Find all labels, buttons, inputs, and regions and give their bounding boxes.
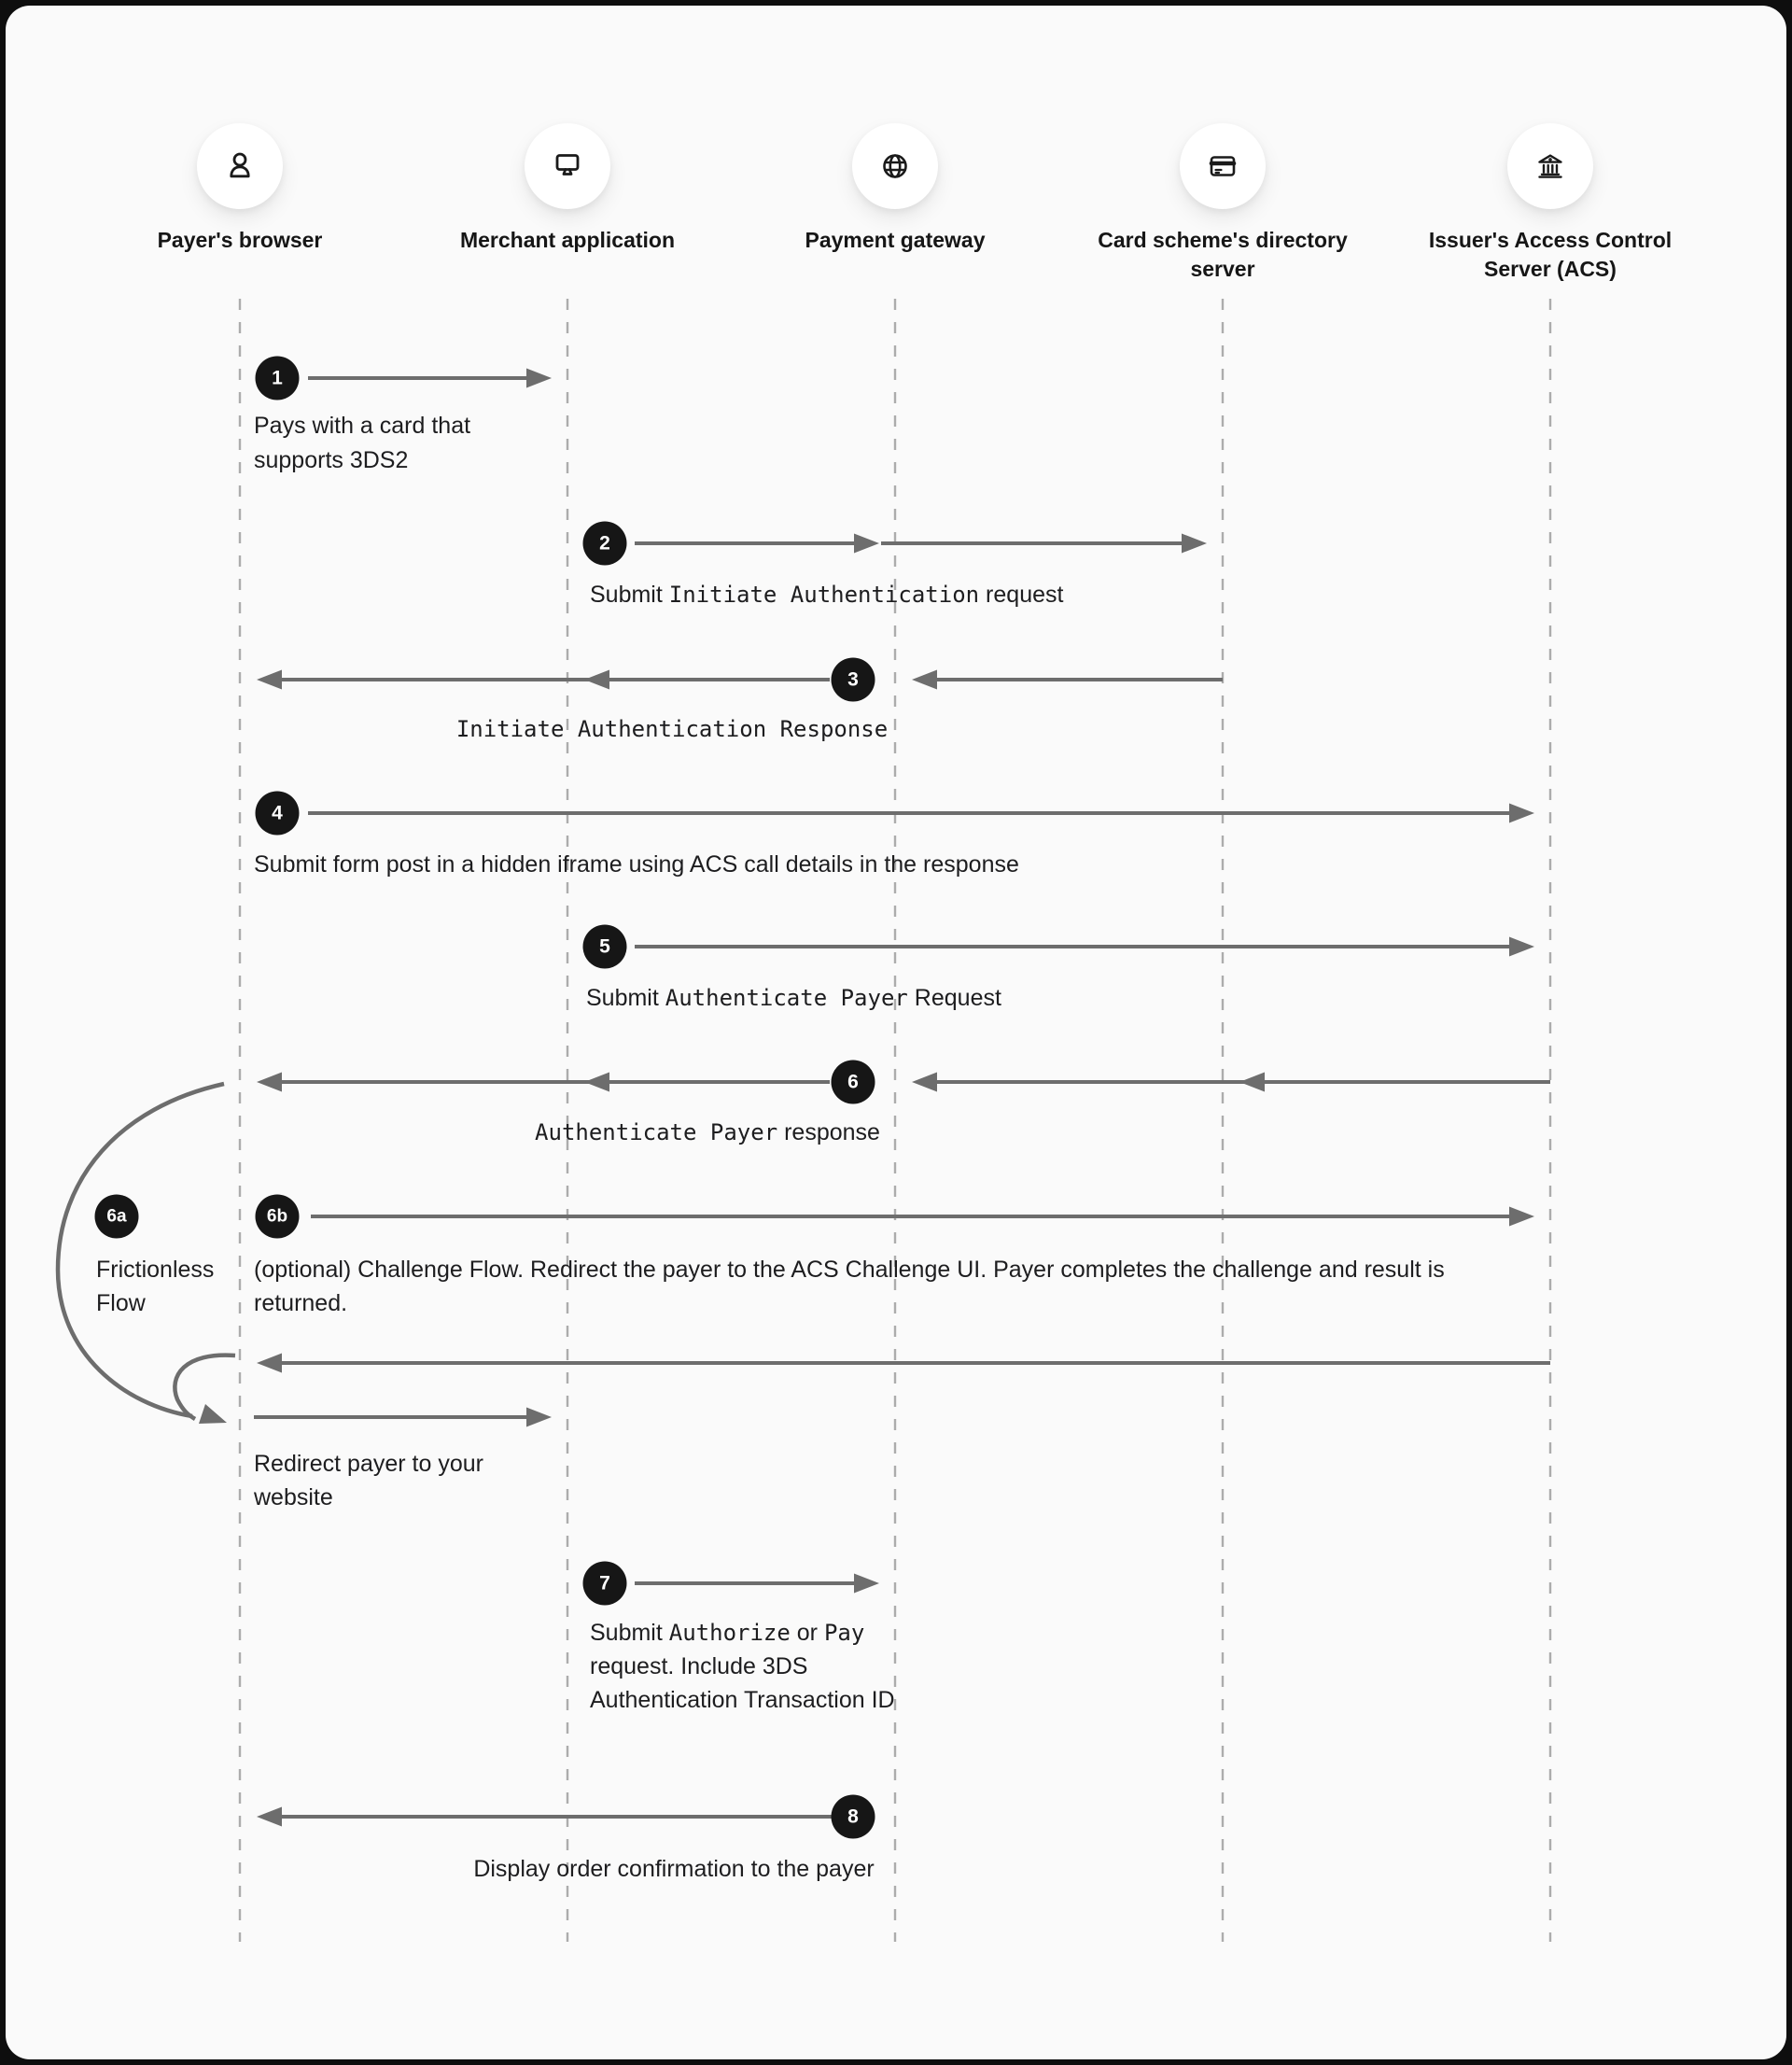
step5-label-code: Authenticate Payer xyxy=(665,985,908,1011)
arrow-step3 xyxy=(257,670,1223,690)
step-badge-3: 3 xyxy=(832,658,875,702)
actor-directory-server xyxy=(1083,123,1363,284)
actor-label: Merchant application xyxy=(459,228,676,252)
credit-card-icon xyxy=(1180,123,1266,209)
redirect-label: Redirect payer to your website xyxy=(254,1451,483,1510)
arrow-step6b xyxy=(311,1207,1534,1227)
step7-label-post: request. Include 3DS Authentication Transaction ID xyxy=(590,1653,895,1713)
step5-label xyxy=(586,981,1001,1015)
step-badge-8: 8 xyxy=(832,1795,875,1839)
arrow-step4 xyxy=(308,804,1534,823)
arrow-step1 xyxy=(308,369,552,388)
arrow-step6 xyxy=(257,1073,1550,1092)
monitor-icon xyxy=(525,123,610,209)
actor-label: Issuer's Access Control Server (ACS) xyxy=(1428,228,1673,281)
step4-label: Submit form post in a hidden iframe using ACS call details in the response xyxy=(254,851,1019,878)
step-badge-6b: 6b xyxy=(256,1195,300,1239)
step-badge-4: 4 xyxy=(256,792,300,836)
step-badge-6: 6 xyxy=(832,1061,875,1104)
step7-label-code2: Pay xyxy=(823,1620,865,1646)
step-badge-1: 1 xyxy=(256,357,300,400)
arrow-redirect xyxy=(254,1408,552,1427)
step6b-label: (optional) Challenge Flow. Redirect the payer to the ACS Challenge UI. Payer completes the challenge and result is returned. xyxy=(254,1257,1445,1316)
step3-label: Initiate Authentication Response xyxy=(455,716,889,742)
step1-label: Pays with a card that supports 3DS2 xyxy=(254,413,471,473)
actor-label: Card scheme's directory server xyxy=(1098,228,1348,281)
actor-acs xyxy=(1410,123,1690,284)
step6-label-code: Authenticate Payer xyxy=(535,1119,778,1145)
step8-label: Display order confirmation to the payer xyxy=(473,1856,875,1882)
bank-icon xyxy=(1507,123,1593,209)
actor-label: Payment gateway xyxy=(805,228,986,252)
actor-payment-gateway xyxy=(755,123,1035,255)
step-badge-5: 5 xyxy=(583,925,627,969)
step2-label-pre: Submit xyxy=(590,582,669,608)
step7-label-code1: Authorize xyxy=(668,1620,791,1646)
arrow-step8 xyxy=(257,1807,832,1827)
step7-label-mid: or xyxy=(790,1620,824,1646)
step6-label-post: response xyxy=(777,1119,880,1145)
actor-label: Payer's browser xyxy=(157,228,323,252)
step5-label-post: Request xyxy=(907,985,1001,1011)
step2-label-code: Initiate Authentication xyxy=(668,582,980,608)
globe-icon xyxy=(852,123,938,209)
arrow-challenge-return xyxy=(257,1354,1550,1373)
step7-label-pre: Submit xyxy=(590,1620,669,1646)
actor-merchant-application xyxy=(427,123,707,255)
actor-payer-browser xyxy=(100,123,380,255)
user-icon xyxy=(197,123,283,209)
step6a-label: Frictionless Flow xyxy=(96,1257,215,1316)
arrow-step2 xyxy=(635,534,1207,554)
step-badge-6a: 6a xyxy=(95,1195,139,1239)
step2-label-post: request xyxy=(979,582,1064,608)
step6-label xyxy=(535,1116,880,1149)
step5-label-pre: Submit xyxy=(586,985,665,1011)
arrow-step7 xyxy=(635,1574,879,1594)
frictionless-flow-curve xyxy=(58,1084,235,1419)
step-badge-7: 7 xyxy=(583,1562,627,1606)
step7-label xyxy=(590,1616,898,1717)
step2-label xyxy=(590,578,1063,611)
arrow-step5 xyxy=(635,937,1534,957)
step-badge-2: 2 xyxy=(583,522,627,566)
curve-arrowhead xyxy=(199,1404,227,1424)
